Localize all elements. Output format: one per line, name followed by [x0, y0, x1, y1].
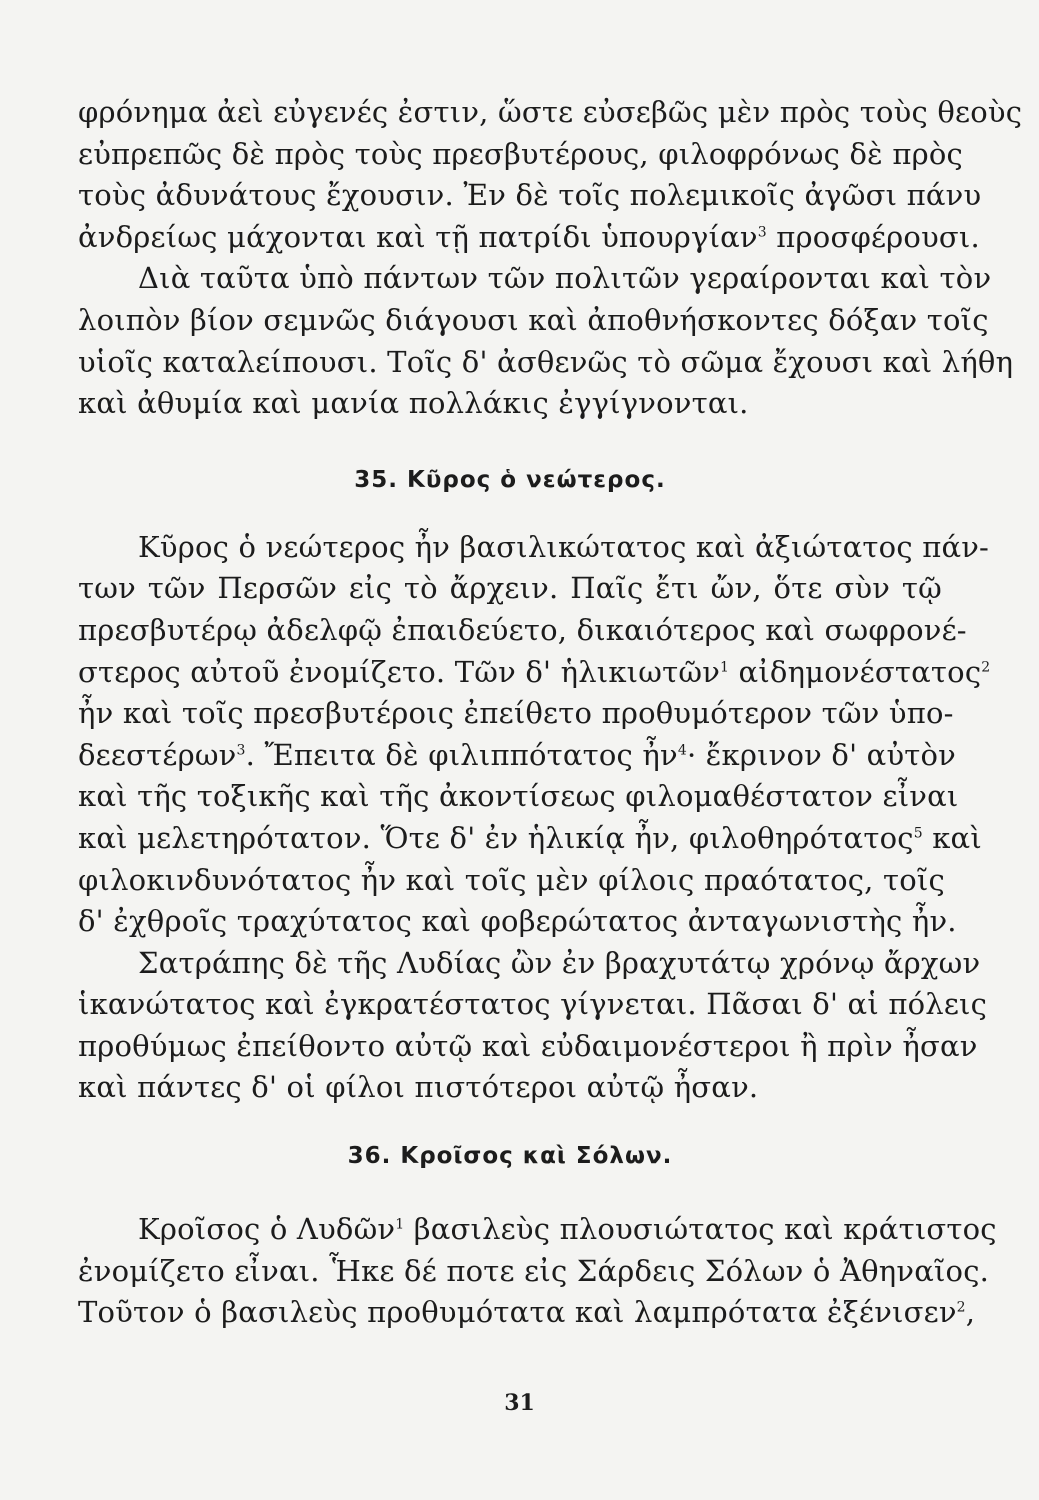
text-segment: , — [965, 1295, 976, 1330]
text-line — [78, 1292, 976, 1334]
section-heading-36: 36. Κροῖσος καὶ Σόλων. — [347, 1143, 673, 1170]
paragraph-1 — [78, 92, 1023, 258]
text-line: καὶ πάντες δ' οἱ φίλοι πιστότεροι αὐτῷ ἦσαν. — [78, 1070, 759, 1105]
text-line: φρόνημα ἀεὶ εὐγενές ἐστιν, ὥστε εὐσεβῶς μὲν πρὸς τοὺς θεοὺς — [78, 95, 1023, 129]
text-segment: ἀνδρείως μάχονται καὶ τῇ πατρίδι ὑπουργίαν — [78, 219, 758, 254]
text-line: ἦν καὶ τοῖς πρεσβυτέροις ἐπείθετο προθυμότερον τῶν ὑπο- — [78, 696, 954, 731]
text-line: Σατράπης δὲ τῆς Λυδίας ὢν ἐν βραχυτάτῳ χρόνῳ ἄρχων — [138, 945, 981, 980]
section-heading-35: 35. Κῦρος ὁ νεώτερος. — [354, 466, 666, 493]
text-line: λοιπὸν βίον σεμνῶς διάγουσι καὶ ἀποθνήσκοντες δόξαν τοῖς — [78, 302, 989, 337]
text-segment: αἰδημονέστατος — [729, 654, 982, 689]
text-line: προθύμως ἐπείθοντο αὐτῷ καὶ εὐδαιμονέστεροι ἢ πρὶν ἦσαν — [78, 1028, 978, 1063]
footnote-marker: 3 — [757, 224, 767, 241]
footnote-marker: 4 — [677, 742, 687, 759]
footnote-marker: 5 — [913, 825, 923, 842]
page-body — [78, 92, 1023, 1334]
text-segment: καὶ — [922, 820, 982, 855]
text-line — [78, 735, 957, 777]
text-line — [78, 217, 980, 259]
text-segment: . Ἔπειτα δὲ φιλιππότατος ἦν — [245, 737, 678, 772]
text-line: Κῦρος ὁ νεώτερος ἦν βασιλικώτατος καὶ ἀξιώτατος πάν- — [138, 529, 990, 564]
footnote-marker: 2 — [981, 658, 991, 675]
text-line: φιλοκινδυνότατος ἦν καὶ τοῖς μὲν φίλοις πραότατος, τοῖς — [78, 862, 945, 897]
text-line: πρεσβυτέρῳ ἀδελφῷ ἐπαιδεύετο, δικαιότερος καὶ σωφρονέ- — [78, 612, 967, 647]
text-line — [78, 1209, 997, 1251]
text-segment: · ἔκρινον δ' αὐτὸν — [686, 737, 957, 772]
page-number: 31 — [504, 1390, 535, 1416]
footnote-marker: 3 — [236, 742, 246, 759]
text-segment: στερος αὐτοῦ ἐνομίζετο. Τῶν δ' ἡλικιωτῶν — [78, 654, 721, 689]
text-line: Διὰ ταῦτα ὑπὸ πάντων τῶν πολιτῶν γεραίρονται καὶ τὸν — [138, 261, 992, 296]
text-line — [78, 652, 991, 694]
text-segment: βασιλεὺς πλουσιώτατος καὶ κράτιστος — [404, 1212, 997, 1247]
footnote-marker: 2 — [956, 1299, 966, 1316]
text-segment: Τοῦτον ὁ βασιλεὺς προθυμότατα καὶ λαμπρότατα ἐξένισεν — [78, 1295, 957, 1330]
footnote-marker: 1 — [395, 1216, 405, 1233]
text-line: ἐνομίζετο εἶναι. Ἧκε δέ ποτε εἰς Σάρδεις Σόλων ὁ Ἀθηναῖος. — [78, 1253, 990, 1288]
text-line: υἱοῖς καταλείπουσι. Τοῖς δ' ἀσθενῶς τὸ σῶμα ἔχουσι καὶ λήθη — [78, 344, 1014, 379]
text-line: καὶ ἀθυμία καὶ μανία πολλάκις ἐγγίγνονται. — [78, 386, 749, 421]
text-line: δ' ἐχθροῖς τραχύτατος καὶ φοβερώτατος ἀνταγωνιστὴς ἦν. — [78, 904, 957, 939]
text-line: καὶ τῆς τοξικῆς καὶ τῆς ἀκοντίσεως φιλομαθέστατον εἶναι — [78, 779, 959, 814]
text-segment: καὶ μελετηρότατον. Ὅτε δ' ἐν ἡλικίᾳ ἦν, φιλοθηρότατος — [78, 820, 914, 855]
text-line — [78, 818, 982, 860]
text-segment: δεεστέρων — [78, 737, 237, 772]
text-line: ἱκανώτατος καὶ ἐγκρατέστατος γίγνεται. Πᾶσαι δ' αἱ πόλεις — [78, 987, 988, 1022]
text-line: τοὺς ἀδυνάτους ἔχουσιν. Ἐν δὲ τοῖς πολεμικοῖς ἀγῶσι πάνυ — [78, 178, 982, 213]
paragraph-2 — [78, 258, 1014, 424]
text-segment: προσφέρουσι. — [766, 219, 980, 254]
section-36-body — [78, 1209, 997, 1334]
text-line: εὐπρεπῶς δὲ πρὸς τοὺς πρεσβυτέρους, φιλοφρόνως δὲ πρὸς — [78, 136, 963, 171]
section-35-body — [78, 527, 991, 1109]
text-segment: Κροῖσος ὁ Λυδῶν — [138, 1212, 396, 1247]
text-line: των τῶν Περσῶν εἰς τὸ ἄρχειν. Παῖς ἔτι ὤν, ὅτε σὺν τῷ — [78, 571, 942, 606]
footnote-marker: 1 — [720, 658, 730, 675]
